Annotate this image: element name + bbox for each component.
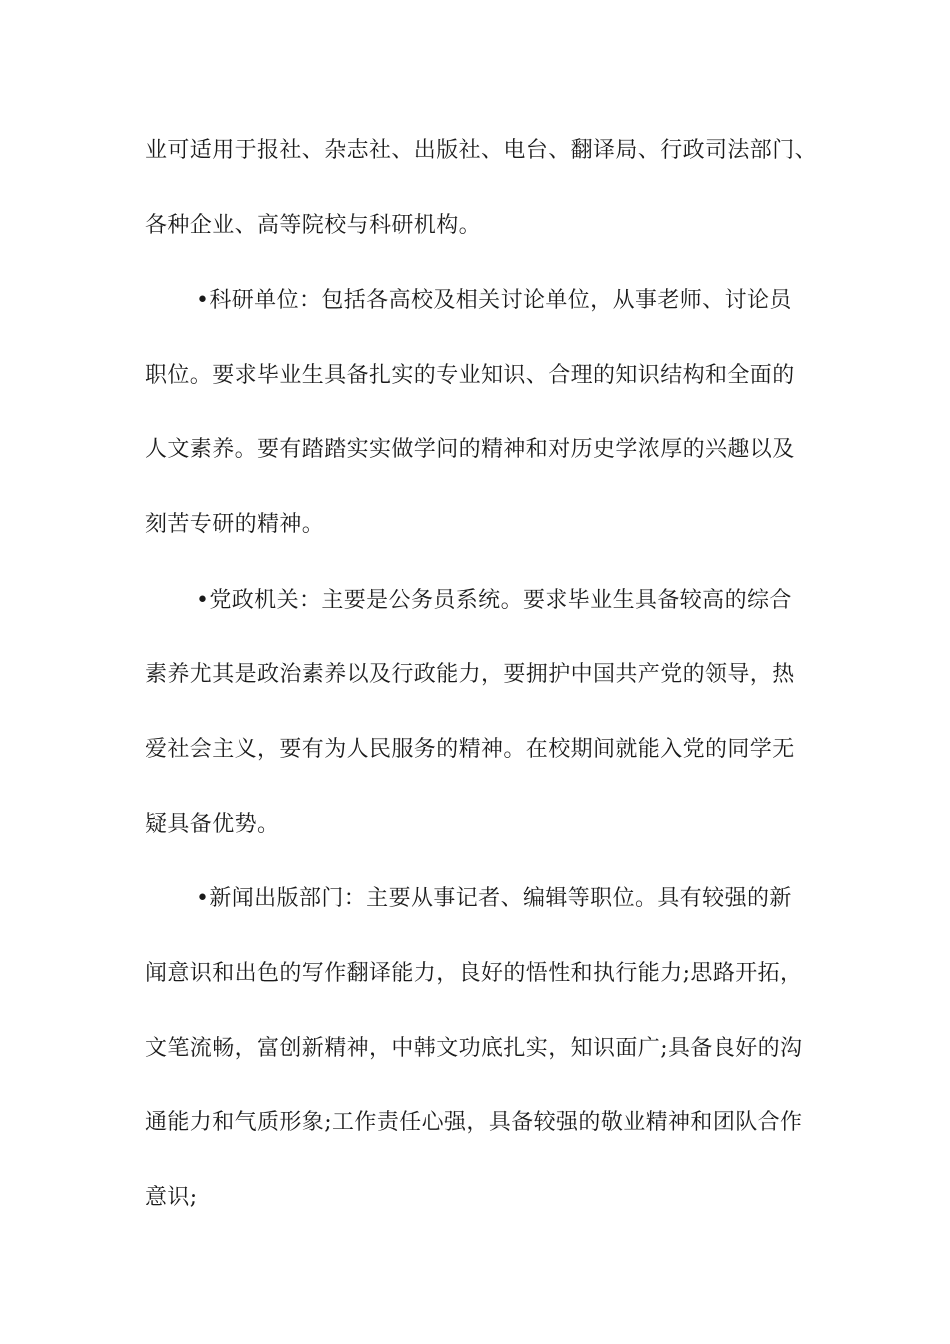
text-line: 业可适用于报社、杂志社、出版社、电台、翻译局、行政司法部门、	[145, 138, 818, 163]
text-line: 爱社会主义，要有为人民服务的精神。在校期间就能入党的同学无	[145, 737, 795, 762]
text-line: 职位。要求毕业生具备扎实的专业知识、合理的知识结构和全面的	[145, 363, 795, 388]
bullet-item-research-units: •科研单位：包括各高校及相关讨论单位，从事老师、讨论员	[196, 288, 792, 313]
text-line: 闻意识和出色的写作翻译能力，良好的悟性和执行能力;思路开拓，	[145, 961, 803, 986]
text-line: 素养尤其是政治素养以及行政能力，要拥护中国共产党的领导，热	[145, 662, 795, 687]
text-line: 意识;	[145, 1185, 198, 1210]
text-line: 文笔流畅，富创新精神，中韩文功底扎实，知识面广;具备良好的沟	[145, 1036, 803, 1061]
bullet-item-party-government: •党政机关：主要是公务员系统。要求毕业生具备较高的综合	[196, 588, 792, 613]
text-line: 通能力和气质形象;工作责任心强，具备较强的敬业精神和团队合作	[145, 1110, 803, 1135]
text-line: 人文素养。要有踏踏实实做学问的精神和对历史学浓厚的兴趣以及	[145, 437, 795, 462]
text-line: 各种企业、高等院校与科研机构。	[145, 213, 482, 238]
text-line: 疑具备优势。	[145, 812, 280, 837]
bullet-item-news-publishing: •新闻出版部门：主要从事记者、编辑等职位。具有较强的新	[196, 886, 792, 911]
text-line: 刻苦专研的精神。	[145, 512, 325, 537]
